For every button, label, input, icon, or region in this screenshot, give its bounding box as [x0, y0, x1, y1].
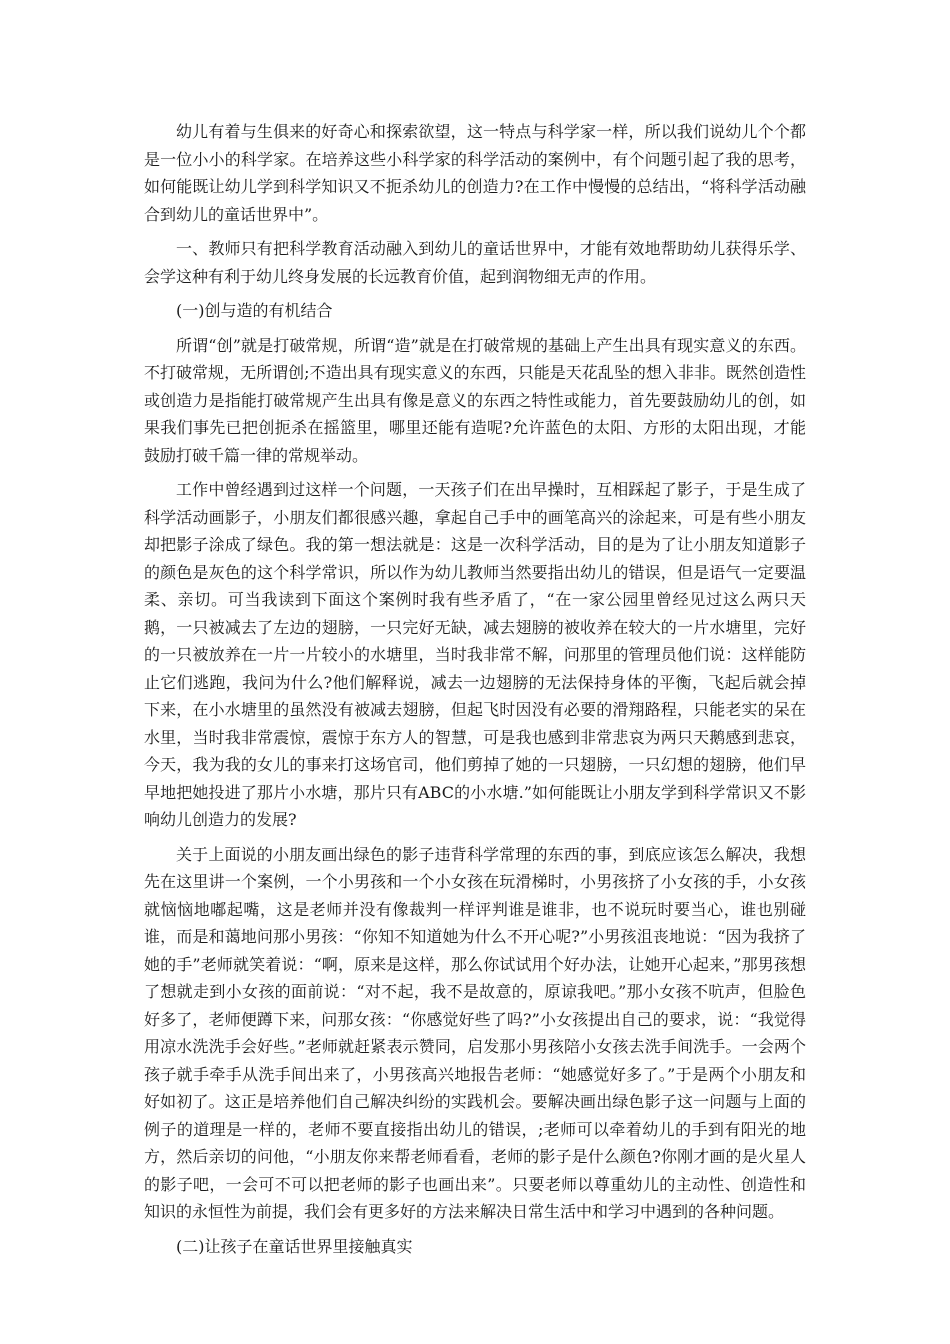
slide-case-paragraph: 关于上面说的小朋友画出绿色的影子违背科学常理的东西的事，到底应该怎么解决，我想先在这里讲一个案例，一个小男孩和一个小女孩在玩滑梯时，小男孩挤了小女孩的手，小女孩就恼恼地嘟起嘴，这是老师并没有像裁判一样评判谁是谁非，也不说玩时要当心，谁也别碰谁，而是和蔼地问那小男孩：“你知不知道她为什么不开心呢?”小男孩沮丧地说：“因为我挤了她的手”老师就笑着说：“啊，原来是这样，那么你试试用个好办法，让她开心起来，”那男孩想了想就走到小女孩的面前说：“对不起，我不是故意的，原谅我吧。”那小女孩不吭声，但脸色好多了，老师便蹲下来，问那女孩：“你感觉好些了吗?”小女孩提出自己的要求，说：“我觉得用凉水洗洗手会好些。”老师就赶紧表示赞同，启发那小男孩陪小女孩去洗手间洗手。一会两个孩子就手牵手从洗手间出来了，小男孩高兴地报告老师：“她感觉好多了。”于是两个小朋友和好如初了。这正是培养他们自己解决纠纷的实践机会。要解决画出绿色影子这一问题与上面的例子的道理是一样的，老师不要直接指出幼儿的错误，;老师可以牵着幼儿的手到有阳光的地方，然后亲切的问他，“小朋友你来帮老师看看，老师的影子是什么颜色?你刚才画的是火星人的影子吧，一会可不可以把老师的影子也画出来”。只要老师以尊重幼儿的主动性、创造性和知识的永恒性为前提，我们会有更多好的方法来解决日常生活中和学习中遇到的各种问题。 — [144, 844, 806, 1221]
creation-paragraph: 所谓“创”就是打破常规，所谓“造”就是在打破常规的基础上产生出具有现实意义的东西。不打破常规，无所谓创;不造出具有现实意义的东西，只能是天花乱坠的想入非非。既然创造性或创造力是指能打破常规产生出具有像是意义的东西之特性或能力，首先要鼓励幼儿的创，如果我们事先已把创扼杀在摇篮里，哪里还能有造呢?允许蓝色的太阳、方形的太阳出现，才能鼓励打破千篇一律的常规举动。 — [144, 335, 806, 465]
document-page — [144, 118, 806, 1267]
subheading-1: (一)创与造的有机结合 — [176, 301, 333, 320]
subheading-2: (二)让孩子在童话世界里接触真实 — [176, 1236, 413, 1256]
intro-paragraph: 幼儿有着与生俱来的好奇心和探索欲望，这一特点与科学家一样，所以我们说幼儿个个都是一位小小的科学家。在培养这些小科学家的科学活动的案例中，有个问题引起了我的思考，如何能既让幼儿学到科学知识又不扼杀幼儿的创造力?在工作中慢慢的总结出，“将科学活动融合到幼儿的童话世界中”。 — [144, 122, 806, 224]
shadow-case-paragraph: 工作中曾经遇到过这样一个问题，一天孩子们在出早操时，互相踩起了影子，于是生成了科学活动画影子，小朋友们都很感兴趣，拿起自己手中的画笔高兴的涂起来，可是有些小朋友却把影子涂成了绿色。我的第一想法就是：这是一次科学活动，目的是为了让小朋友知道影子的颜色是灰色的这个科学常识，所以作为幼儿教师当然要指出幼儿的错误，但是语气一定要温柔、亲切。可当我读到下面这个案例时我有些矛盾了，“在一家公园里曾经见过这么两只天鹅，一只被减去了左边的翅膀，一只完好无缺，减去翅膀的被收养在较大的一片水塘里，完好的一只被放养在一片一片较小的水塘里，当时我非常不解，问那里的管理员他们说：这样能防止它们逃跑，我问为什么?他们解释说，减去一边翅膀的无法保持身体的平衡，飞起后就会掉下来，在小水塘里的虽然没有被减去翅膀，但起飞时因没有必要的滑翔路程，只能老实的呆在水里，当时我非常震惊，震惊于东方人的智慧，可是我也感到非常悲哀为两只天鹅感到悲哀，今天，我为我的女儿的事来打这场官司，他们剪掉了她的一只翅膀，一只幻想的翅膀，他们早早地把她投进了那片小水塘，那片只有ABC的小水塘.”如何能既让小朋友学到科学常识又不影响幼儿创造力的发展? — [144, 480, 806, 829]
section-one-statement: 一、教师只有把科学教育活动融入到幼儿的童话世界中，才能有效地帮助幼儿获得乐学、会学这种有利于幼儿终身发展的长远教育价值，起到润物细无声的作用。 — [144, 239, 806, 286]
